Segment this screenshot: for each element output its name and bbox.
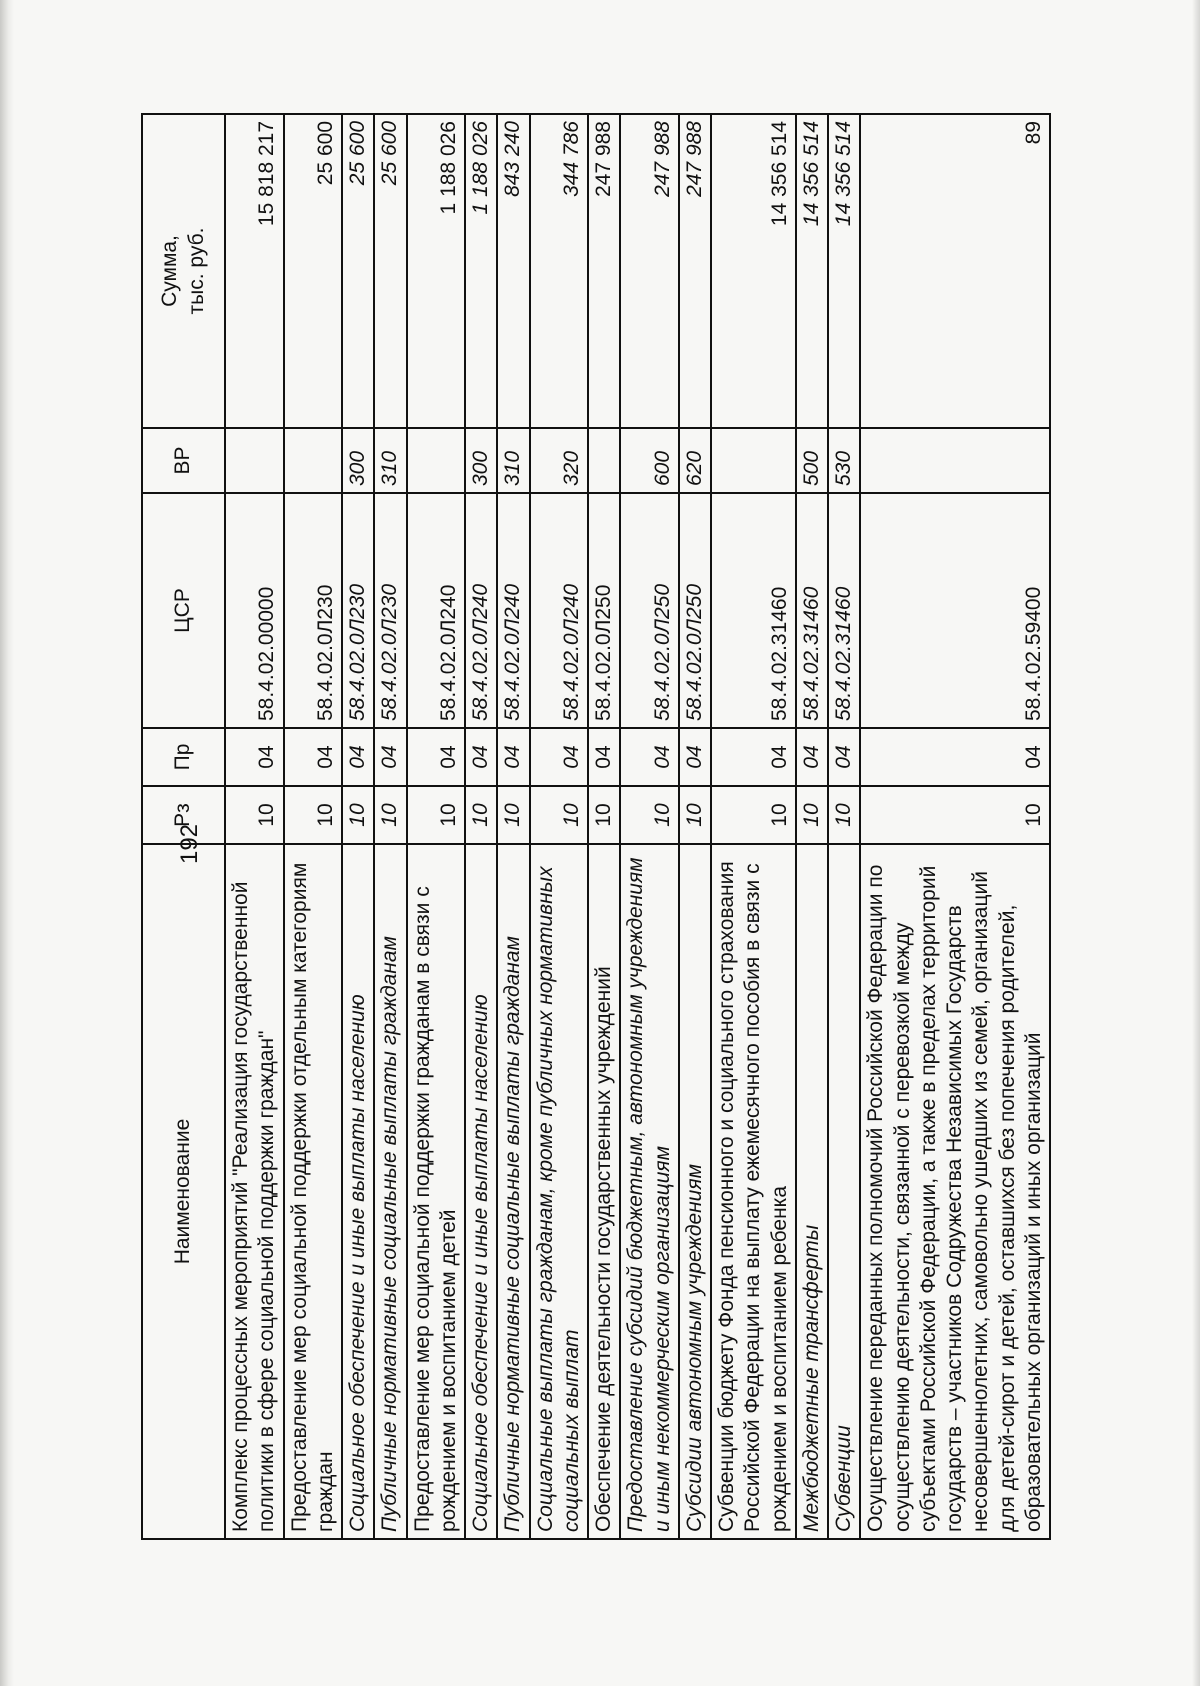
table-row: [342, 114, 374, 1539]
cell-pr: 04: [284, 728, 343, 786]
header-rz: Рз: [142, 786, 225, 844]
cell-pr: 04: [497, 728, 529, 786]
cell-sum: 25 600: [342, 114, 374, 428]
cell-pr: 04: [530, 728, 589, 786]
cell-sum: 344 786: [530, 114, 589, 428]
cell-sum: 247 988: [588, 114, 620, 428]
cell-name: Публичные нормативные социальные выплаты гражданам: [374, 844, 406, 1539]
cell-pr: 04: [860, 728, 1050, 786]
cell-sum: 843 240: [497, 114, 529, 428]
cell-rz: 10: [497, 786, 529, 844]
cell-csr: 58.4.02.31460: [711, 493, 796, 728]
page-edge-shadow-left: [0, 0, 14, 1686]
cell-name: Осуществление переданных полномочий Российской Федерации по осуществлению деятельности, связанной с перевозкой между субъектами Российской Федерации, а также в пределах территорий государств – участников Содружества Независимых Государств несовершеннолетних, самовольно ушедших из семей, организаций для детей-сирот и детей, оставшихся без попечения родителей, образовательных организаций и иных организаций: [860, 844, 1050, 1539]
cell-csr: 58.4.02.31460: [828, 493, 860, 728]
cell-sum: 247 988: [620, 114, 679, 428]
table-row: [711, 114, 796, 1539]
cell-sum: 14 356 514: [828, 114, 860, 428]
cell-rz: 10: [828, 786, 860, 844]
cell-csr: 58.4.02.0Л230: [342, 493, 374, 728]
cell-name: Обеспечение деятельности государственных учреждений: [588, 844, 620, 1539]
header-name: Наименование: [142, 844, 225, 1539]
cell-sum: 1 188 026: [465, 114, 497, 428]
rotated-table-container: [141, 115, 1045, 1540]
cell-vr: 620: [679, 428, 711, 493]
cell-csr: 58.4.02.0Л240: [407, 493, 466, 728]
page-edge-shadow-right: [1192, 0, 1200, 1686]
table-row: [465, 114, 497, 1539]
cell-rz: 10: [620, 786, 679, 844]
cell-csr: 58.4.02.31460: [796, 493, 828, 728]
cell-name: Комплекс процессных мероприятий "Реализация государственной политики в сфере социальной поддержки граждан": [225, 844, 284, 1539]
table-row: [374, 114, 406, 1539]
cell-csr: 58.4.02.0Л250: [620, 493, 679, 728]
cell-pr: 04: [374, 728, 406, 786]
cell-rz: 10: [860, 786, 1050, 844]
cell-csr: 58.4.02.0Л250: [679, 493, 711, 728]
cell-csr: 58.4.02.0Л240: [530, 493, 589, 728]
cell-name: Предоставление мер социальной поддержки гражданам в связи с рождением и воспитанием детей: [407, 844, 466, 1539]
table-row: [620, 114, 679, 1539]
cell-vr: [588, 428, 620, 493]
table-row: [497, 114, 529, 1539]
table-row: [796, 114, 828, 1539]
cell-rz: 10: [679, 786, 711, 844]
cell-vr: 300: [465, 428, 497, 493]
cell-name: Субвенции бюджету Фонда пенсионного и социального страхования Российской Федерации на выплату ежемесячного пособия в связи с рождением и воспитанием ребенка: [711, 844, 796, 1539]
cell-rz: 10: [284, 786, 343, 844]
cell-name: Предоставление субсидий бюджетным, автономным учреждениям и иным некоммерческим организациям: [620, 844, 679, 1539]
table-body: [225, 114, 1050, 1539]
cell-vr: [860, 428, 1050, 493]
cell-rz: 10: [225, 786, 284, 844]
cell-name: Субсидии автономным учреждениям: [679, 844, 711, 1539]
cell-pr: 04: [342, 728, 374, 786]
cell-rz: 10: [796, 786, 828, 844]
header-pr: Пр: [142, 728, 225, 786]
cell-sum: 1 188 026: [407, 114, 466, 428]
cell-pr: 04: [620, 728, 679, 786]
cell-vr: [225, 428, 284, 493]
cell-name: Субвенции: [828, 844, 860, 1539]
cell-name: Социальное обеспечение и иные выплаты населению: [465, 844, 497, 1539]
cell-sum: 14 356 514: [796, 114, 828, 428]
cell-pr: 04: [407, 728, 466, 786]
cell-vr: [711, 428, 796, 493]
cell-pr: 04: [796, 728, 828, 786]
header-sum-line1: Сумма,: [158, 235, 182, 307]
cell-sum: 25 600: [284, 114, 343, 428]
cell-vr: [284, 428, 343, 493]
cell-vr: 530: [828, 428, 860, 493]
table-row: [407, 114, 466, 1539]
cell-csr: 58.4.02.0Л250: [588, 493, 620, 728]
cell-pr: 04: [679, 728, 711, 786]
table-row: [588, 114, 620, 1539]
cell-vr: 320: [530, 428, 589, 493]
table-row: [530, 114, 589, 1539]
cell-csr: 58.4.02.0Л230: [284, 493, 343, 728]
header-vr: ВР: [142, 428, 225, 493]
cell-sum: 247 988: [679, 114, 711, 428]
header-sum: [142, 114, 225, 428]
cell-vr: 500: [796, 428, 828, 493]
cell-pr: 04: [588, 728, 620, 786]
cell-name: Публичные нормативные социальные выплаты гражданам: [497, 844, 529, 1539]
header-row: [142, 114, 225, 1539]
cell-sum: 15 818 217: [225, 114, 284, 428]
cell-rz: 10: [588, 786, 620, 844]
cell-sum: 14 356 514: [711, 114, 796, 428]
cell-pr: 04: [711, 728, 796, 786]
cell-rz: 10: [374, 786, 406, 844]
cell-csr: 58.4.02.59400: [860, 493, 1050, 728]
cell-vr: 600: [620, 428, 679, 493]
cell-name: Межбюджетные трансферты: [796, 844, 828, 1539]
cell-name: Социальные выплаты гражданам, кроме публичных нормативных социальных выплат: [530, 844, 589, 1539]
page-number: 192: [176, 823, 204, 865]
cell-rz: 10: [407, 786, 466, 844]
cell-vr: 310: [374, 428, 406, 493]
cell-vr: [407, 428, 466, 493]
cell-rz: 10: [465, 786, 497, 844]
table-row: [679, 114, 711, 1539]
cell-csr: 58.4.02.0Л240: [497, 493, 529, 728]
header-csr: ЦСР: [142, 493, 225, 728]
table-row: [828, 114, 860, 1539]
cell-csr: 58.4.02.0Л230: [374, 493, 406, 728]
cell-sum: 89: [860, 114, 1050, 428]
cell-csr: 58.4.02.0Л240: [465, 493, 497, 728]
header-sum-line2: тыс. руб.: [184, 227, 208, 315]
table-row: [284, 114, 343, 1539]
cell-pr: 04: [225, 728, 284, 786]
cell-vr: 300: [342, 428, 374, 493]
cell-vr: 310: [497, 428, 529, 493]
cell-rz: 10: [530, 786, 589, 844]
cell-name: Предоставление мер социальной поддержки отдельным категориям граждан: [284, 844, 343, 1539]
cell-name: Социальное обеспечение и иные выплаты населению: [342, 844, 374, 1539]
table-row: [225, 114, 284, 1539]
cell-rz: 10: [711, 786, 796, 844]
cell-pr: 04: [828, 728, 860, 786]
cell-rz: 10: [342, 786, 374, 844]
cell-sum: 25 600: [374, 114, 406, 428]
budget-table: [141, 113, 1051, 1540]
cell-pr: 04: [465, 728, 497, 786]
cell-csr: 58.4.02.00000: [225, 493, 284, 728]
table-row: [860, 114, 1050, 1539]
